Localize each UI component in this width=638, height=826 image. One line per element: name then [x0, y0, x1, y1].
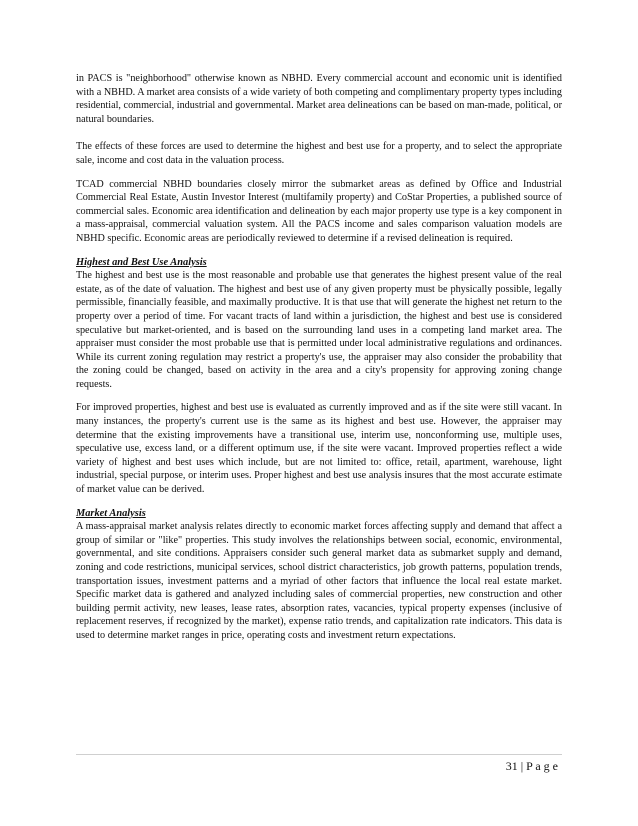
- footer-divider: [76, 754, 562, 755]
- paragraph-hbu-definition: The highest and best use is the most reasonable and probable use that generates the highest present value of the real estate, as of the date of valuation. The highest and best use of any given property must be physically possible, legally permissible, financially feasible, and maximally productive. It is that use that will generate the highest net return to the property over a period of time. For vacant tracts of land within a jurisdiction, the highest and best use is considered speculative but market-oriented, and is based on the surrounding land uses in a competing land market area. The appraiser must consider the most probable use that is permitted under local administrative regulations and ordinances. While its current zoning regulation may restrict a property's use, the appraiser may also consider the probability that the zoning could be changed, based on activity in the area and a city's propensity for approving zoning change requests.: [76, 270, 562, 390]
- page-number: 31: [505, 759, 518, 773]
- paragraph-forces-effects: The effects of these forces are used to determine the highest and best use for a property, and to select the appropriate sale, income and cost data in the valuation process.: [76, 141, 562, 166]
- page-footer: [506, 759, 558, 774]
- page-content: [76, 72, 562, 653]
- paragraph-market-analysis: A mass-appraisal market analysis relates directly to economic market forces affecting supply and demand that affect a group of similar or "like" properties. This study involves the relationships between social, economic, environmental, governmental, and site conditions. Appraisers consider such general market data as submarket supply and demand, zoning and code restrictions, municipal services, school district characteristics, job growth patterns, population trends, transportation issues, investment patterns and a myriad of other factors that influence the local real estate market. Specific market data is gathered and analyzed including sales of commercial properties, new construction and other building permit activity, new leases, lease rates, absorption rates, vacancies, typical property expenses (inclusive of replacement reserves, if recognized by the market), expense ratio trends, and capitalization rate indicators. This data is used to determine market ranges in price, operating costs and investment return expectations.: [76, 521, 562, 641]
- paragraph-nbhd-definition: in PACS is "neighborhood" otherwise known as NBHD. Every commercial account and economic unit is identified with a NBHD. A market area consists of a wide variety of both competing and complimentary property types including residential, commercial, industrial and governmental. Market area delineations can be based on man-made, political, or natural boundaries.: [76, 73, 562, 125]
- paragraph-hbu-improved: For improved properties, highest and best use is evaluated as currently improved and as if the site were still vacant. In many instances, the property's current use is the same as its highest and best use. However, the appraiser may determine that the existing improvements have a transitional use, interim use, nonconforming use, multiple uses, speculative use, excess land, or a different optimum use, if the site were vacant. Improved properties reflect a wide variety of highest and best uses which include, but are not limited to: office, retail, apartment, warehouse, light industrial, special purpose, or interim uses. Proper highest and best use analysis insures that the most accurate estimate of market value can be derived.: [76, 402, 562, 496]
- heading-market-analysis: Market Analysis: [76, 507, 146, 519]
- footer-separator: |: [520, 759, 524, 773]
- page-label: P a g e: [526, 759, 558, 773]
- heading-highest-best-use: Highest and Best Use Analysis: [76, 256, 207, 268]
- paragraph-tcad-boundaries: TCAD commercial NBHD boundaries closely mirror the submarket areas as defined by Office and Industrial Commercial Real Estate, Austin Investor Interest (multifamily property) and CoStar Properties, a published source of commercial sales. Economic area identification and delineation by each major property use type is a key component in a mass-appraisal, commercial valuation system. All the PACS income and sales comparison valuation models are NBHD specific. Economic areas are periodically reviewed to determine if a revised delineation is required.: [76, 178, 562, 244]
